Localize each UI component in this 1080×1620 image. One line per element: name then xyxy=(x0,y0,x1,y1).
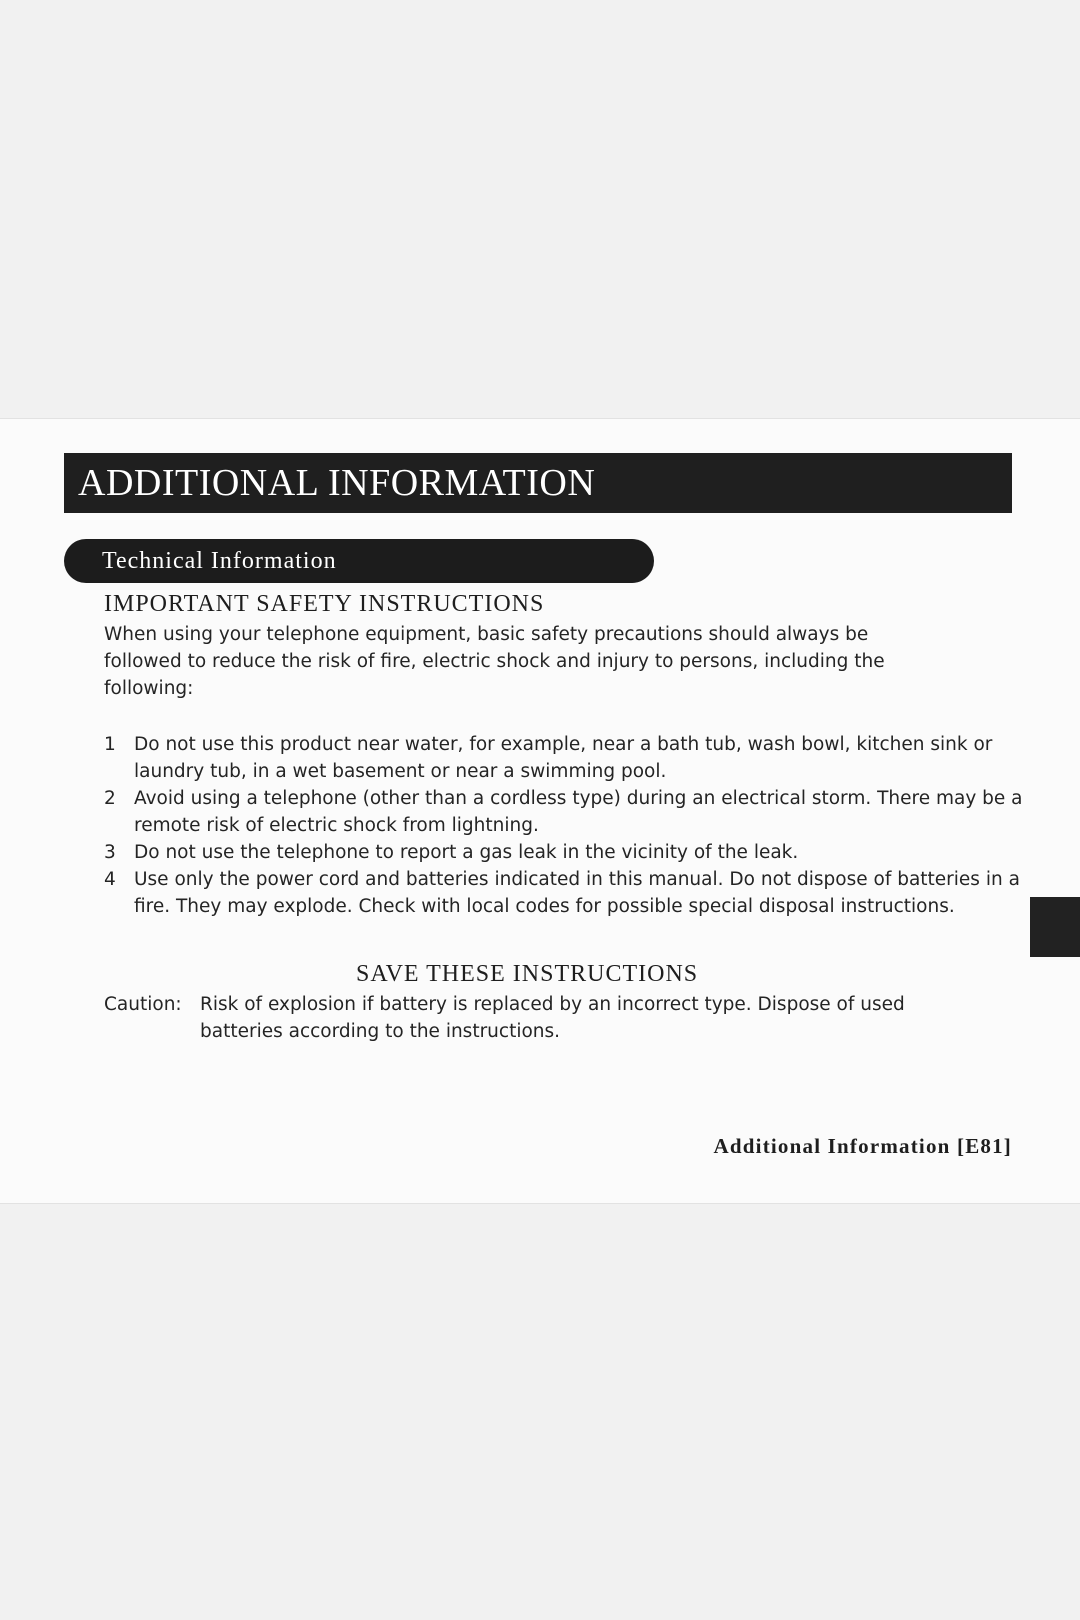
list-item xyxy=(104,866,1024,920)
list-item-number: 4 xyxy=(104,869,116,890)
caution-text: Risk of explosion if battery is replaced by an incorrect type. Dispose of used batteries according to the instructions. xyxy=(200,994,905,1042)
list-item-text: Do not use this product near water, for example, near a bath tub, wash bowl, kitchen sink or laundry tub, in a wet basement or near a swimming pool. xyxy=(134,734,993,782)
page-footer: Additional Information [E81] xyxy=(713,1134,1012,1158)
safety-heading: IMPORTANT SAFETY INSTRUCTIONS xyxy=(104,591,545,617)
caution-label: Caution: xyxy=(104,994,182,1015)
section-pill xyxy=(64,539,654,583)
page-title: ADDITIONAL INFORMATION xyxy=(78,462,596,504)
list-item xyxy=(104,731,1024,785)
manual-page xyxy=(0,418,1080,1204)
header-bar xyxy=(64,453,1012,513)
list-item xyxy=(104,785,1024,839)
list-item-text: Avoid using a telephone (other than a cordless type) during an electrical storm. There may be a remote risk of electric shock from lightning. xyxy=(134,788,1023,836)
save-instructions-heading: SAVE THESE INSTRUCTIONS xyxy=(356,961,699,987)
safety-list xyxy=(104,731,1024,920)
safety-intro: When using your telephone equipment, basic safety precautions should always be followed to reduce the risk of fire, electric shock and injury to persons, including the following: xyxy=(104,624,885,699)
section-edge-tab xyxy=(1030,897,1080,957)
section-pill-label: Technical Information xyxy=(102,548,337,574)
list-item-text: Use only the power cord and batteries indicated in this manual. Do not dispose of batteries in a fire. They may explode. Check with local codes for possible special disposal instructions. xyxy=(134,869,1020,917)
list-item-number: 1 xyxy=(104,734,116,755)
list-item-number: 2 xyxy=(104,788,116,809)
list-item-text: Do not use the telephone to report a gas leak in the vicinity of the leak. xyxy=(134,842,799,863)
list-item xyxy=(104,839,1024,866)
list-item-number: 3 xyxy=(104,842,116,863)
